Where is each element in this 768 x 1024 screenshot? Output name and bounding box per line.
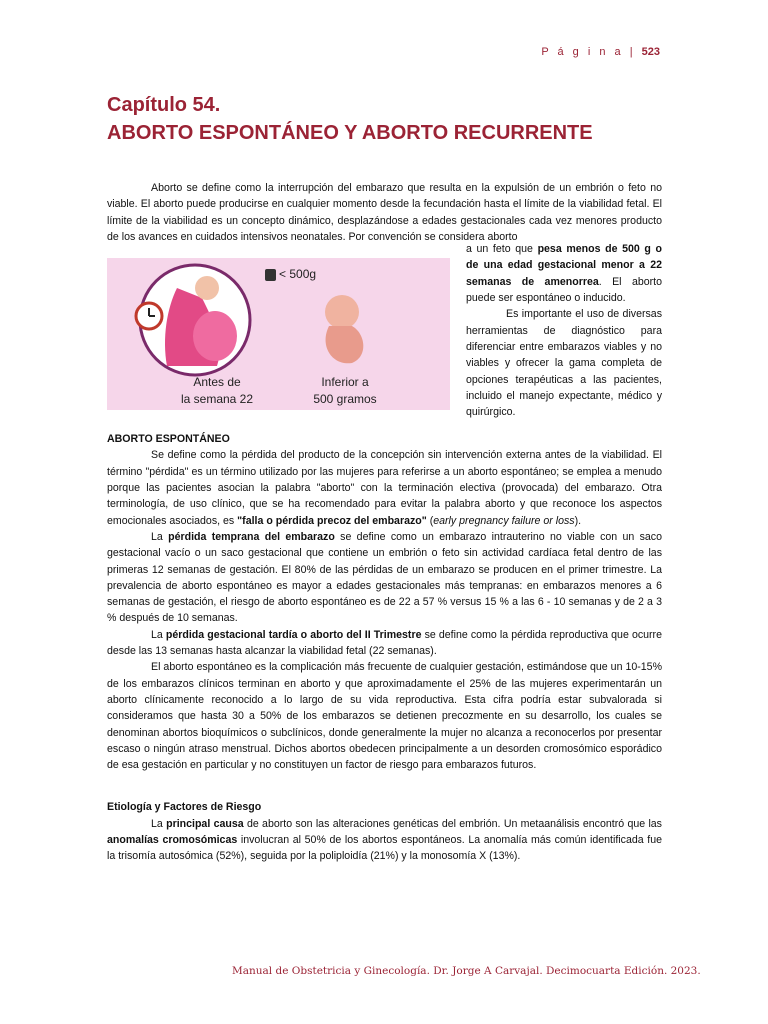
weight-icon: [265, 269, 276, 281]
left-caption: [157, 374, 277, 408]
left-caption-line-2: la semana 22: [180, 392, 254, 407]
bold-span: "falla o pérdida precoz del embarazo": [237, 514, 427, 527]
text-span: ).: [574, 514, 582, 527]
text-span: Se define como la pérdida del producto de la concepción sin intervención externa antes de la viabilidad. El término "pérdida" es un término utilizado por las mujeres para referirse a un aborto espontáneo; se emplea a menudo porque las pacientes asocian la palabra "aborto" con la terminación electiva (provocada) del embarazo. Otra terminología, de uso clínico, que se ha recomendado para evitar la palabra aborto y que reconoce los aspectos emocionales asociados, es: [107, 449, 662, 527]
page-label: P á g i n a: [541, 46, 624, 58]
page-header: [541, 46, 660, 58]
sec1-paragraph-4: El aborto espontáneo es la complicación más frecuente de cualquier gestación, estimándose que un 10-15% de los embarazos clínicos terminan en aborto y que aproximadamente el 25% de las mujeres experimentarán un aborto clínicamente reconocido a lo largo de su vida reproductiva. Esta cifra podría estar subvalorada si consideramos que hasta 30 a 50% de los embarazos se detienen precozmente en su desarrollo, los cuales se denominan abortos bioquímicos o subclínicos, donde generalmente la mujer no alcanza a reconocerlos por presentar escaso o ningún atraso menstrual. Dichos abortos obedecen principalmente a un desorden cromosómico esporádico de esa gestación en particular y no constituyen un factor de riesgo para embarazos futuros.: [107, 661, 662, 772]
intro-paragraph-2: Es importante el uso de diversas herramientas de diagnóstico para diferenciar entre embarazos viables y no viables y ofrecer la gama completa de opciones terapéuticas a las pacientes, incluido el manejo expectante, médico y quirúrgico.: [466, 308, 662, 419]
side-text: [466, 241, 662, 420]
text-span: de aborto son las alteraciones genéticas del embrión. Un metaanálisis encontró que las: [243, 817, 662, 830]
bold-span: pesa menos de 500 g o de una edad gestacional menor a 22 semanas de amenorrea: [466, 243, 662, 288]
text-span: . El aborto puede ser espontáneo o inducido.: [466, 275, 662, 305]
weight-label: < 500g: [279, 267, 317, 282]
section-heading-etiologia: Etiología y Factores de Riesgo: [107, 801, 262, 814]
bold-span: principal causa: [166, 817, 244, 830]
fetus-head: [325, 295, 359, 329]
text-span: La: [151, 530, 169, 543]
bold-span: pérdida temprana del embarazo: [168, 530, 335, 543]
text-span: (: [426, 514, 434, 527]
text-span: La: [151, 817, 167, 830]
body-content: [107, 180, 662, 865]
text-span: se define como la pérdida reproductiva que ocurre desde las 13 semanas hasta alcanzar la viabilidad fetal (22 semanas).: [107, 628, 662, 658]
figure-illustration: [107, 258, 450, 410]
page-number: 523: [641, 46, 660, 58]
intro-paragraph-1-cont: [466, 241, 662, 306]
bold-span: anomalías cromosómicas: [107, 834, 238, 847]
sec1-paragraph-2: [107, 529, 662, 627]
chapter-number: Capítulo 54.: [107, 94, 221, 116]
page-footer: Manual de Obstetricia y Ginecología. Dr. Jorge A Carvajal. Decimocuarta Edición. 2023.: [232, 965, 701, 977]
text-span: se define como un embarazo intrauterino no viable con un saco gestacional vacío o un saco gestacional que contiene un embrión o feto sin actividad cardíaca fetal dentro de las primeras 12 semanas de gestación. El 80% de las pérdidas de un embarazo se producen en el primer trimestre. La prevalencia de aborto espontáneo es mayor a edades gestacionales más tempranas: en embarazos menores a 6 semanas de gestación, el riesgo de aborto espontáneo es de 22 a 57 % versus 15 % a las 6 - 10 semanas y de 2 a 3 % después de 10 semanas.: [107, 530, 662, 625]
intro-paragraph-1: Aborto se define como la interrupción del embarazo que resulta en la expulsión de un embrión o feto no viable. El aborto puede producirse en cualquier momento desde la fecundación hasta el límite de la viabilidad fetal. El límite de la viabilidad es un concepto dinámico, desplazándose a edades gestacionales cada vez menores producto de los avances en cuidados intensivos neonatales. Por convención se considera aborto: [107, 182, 662, 243]
chapter-title: ABORTO ESPONTÁNEO Y ABORTO RECURRENTE: [107, 122, 593, 144]
figure-row: [107, 243, 662, 419]
sec1-paragraph-1: [107, 447, 662, 528]
chapter-heading: [107, 92, 667, 146]
woman-head: [195, 276, 219, 300]
sec2-paragraph-1: [107, 816, 662, 865]
sec1-paragraph-3: [107, 627, 662, 660]
text-span: involucran al 50% de los abortos espontáneos. La anomalía más común identificada fue la trisomía autosómica (52%), seguida por la poliploidía (21%) y la monosomía X (13%).: [107, 834, 662, 863]
right-caption-line-2: 500 gramos: [313, 392, 377, 407]
right-caption-line-1: Inferior a: [321, 375, 369, 390]
left-caption-line-1: Antes de: [193, 375, 241, 390]
fetus-body: [326, 326, 364, 363]
pregnant-belly: [193, 311, 237, 361]
section-heading-aborto-espontaneo: ABORTO ESPONTÁNEO: [107, 433, 230, 446]
italic-span: early pregnancy failure or loss: [433, 514, 575, 527]
text-span: a un feto que: [466, 243, 533, 256]
text-span: La: [151, 628, 166, 641]
page-separator: |: [629, 46, 636, 58]
bold-span: pérdida gestacional tardía o aborto del II Trimestre: [165, 628, 422, 641]
right-caption: [285, 374, 405, 408]
